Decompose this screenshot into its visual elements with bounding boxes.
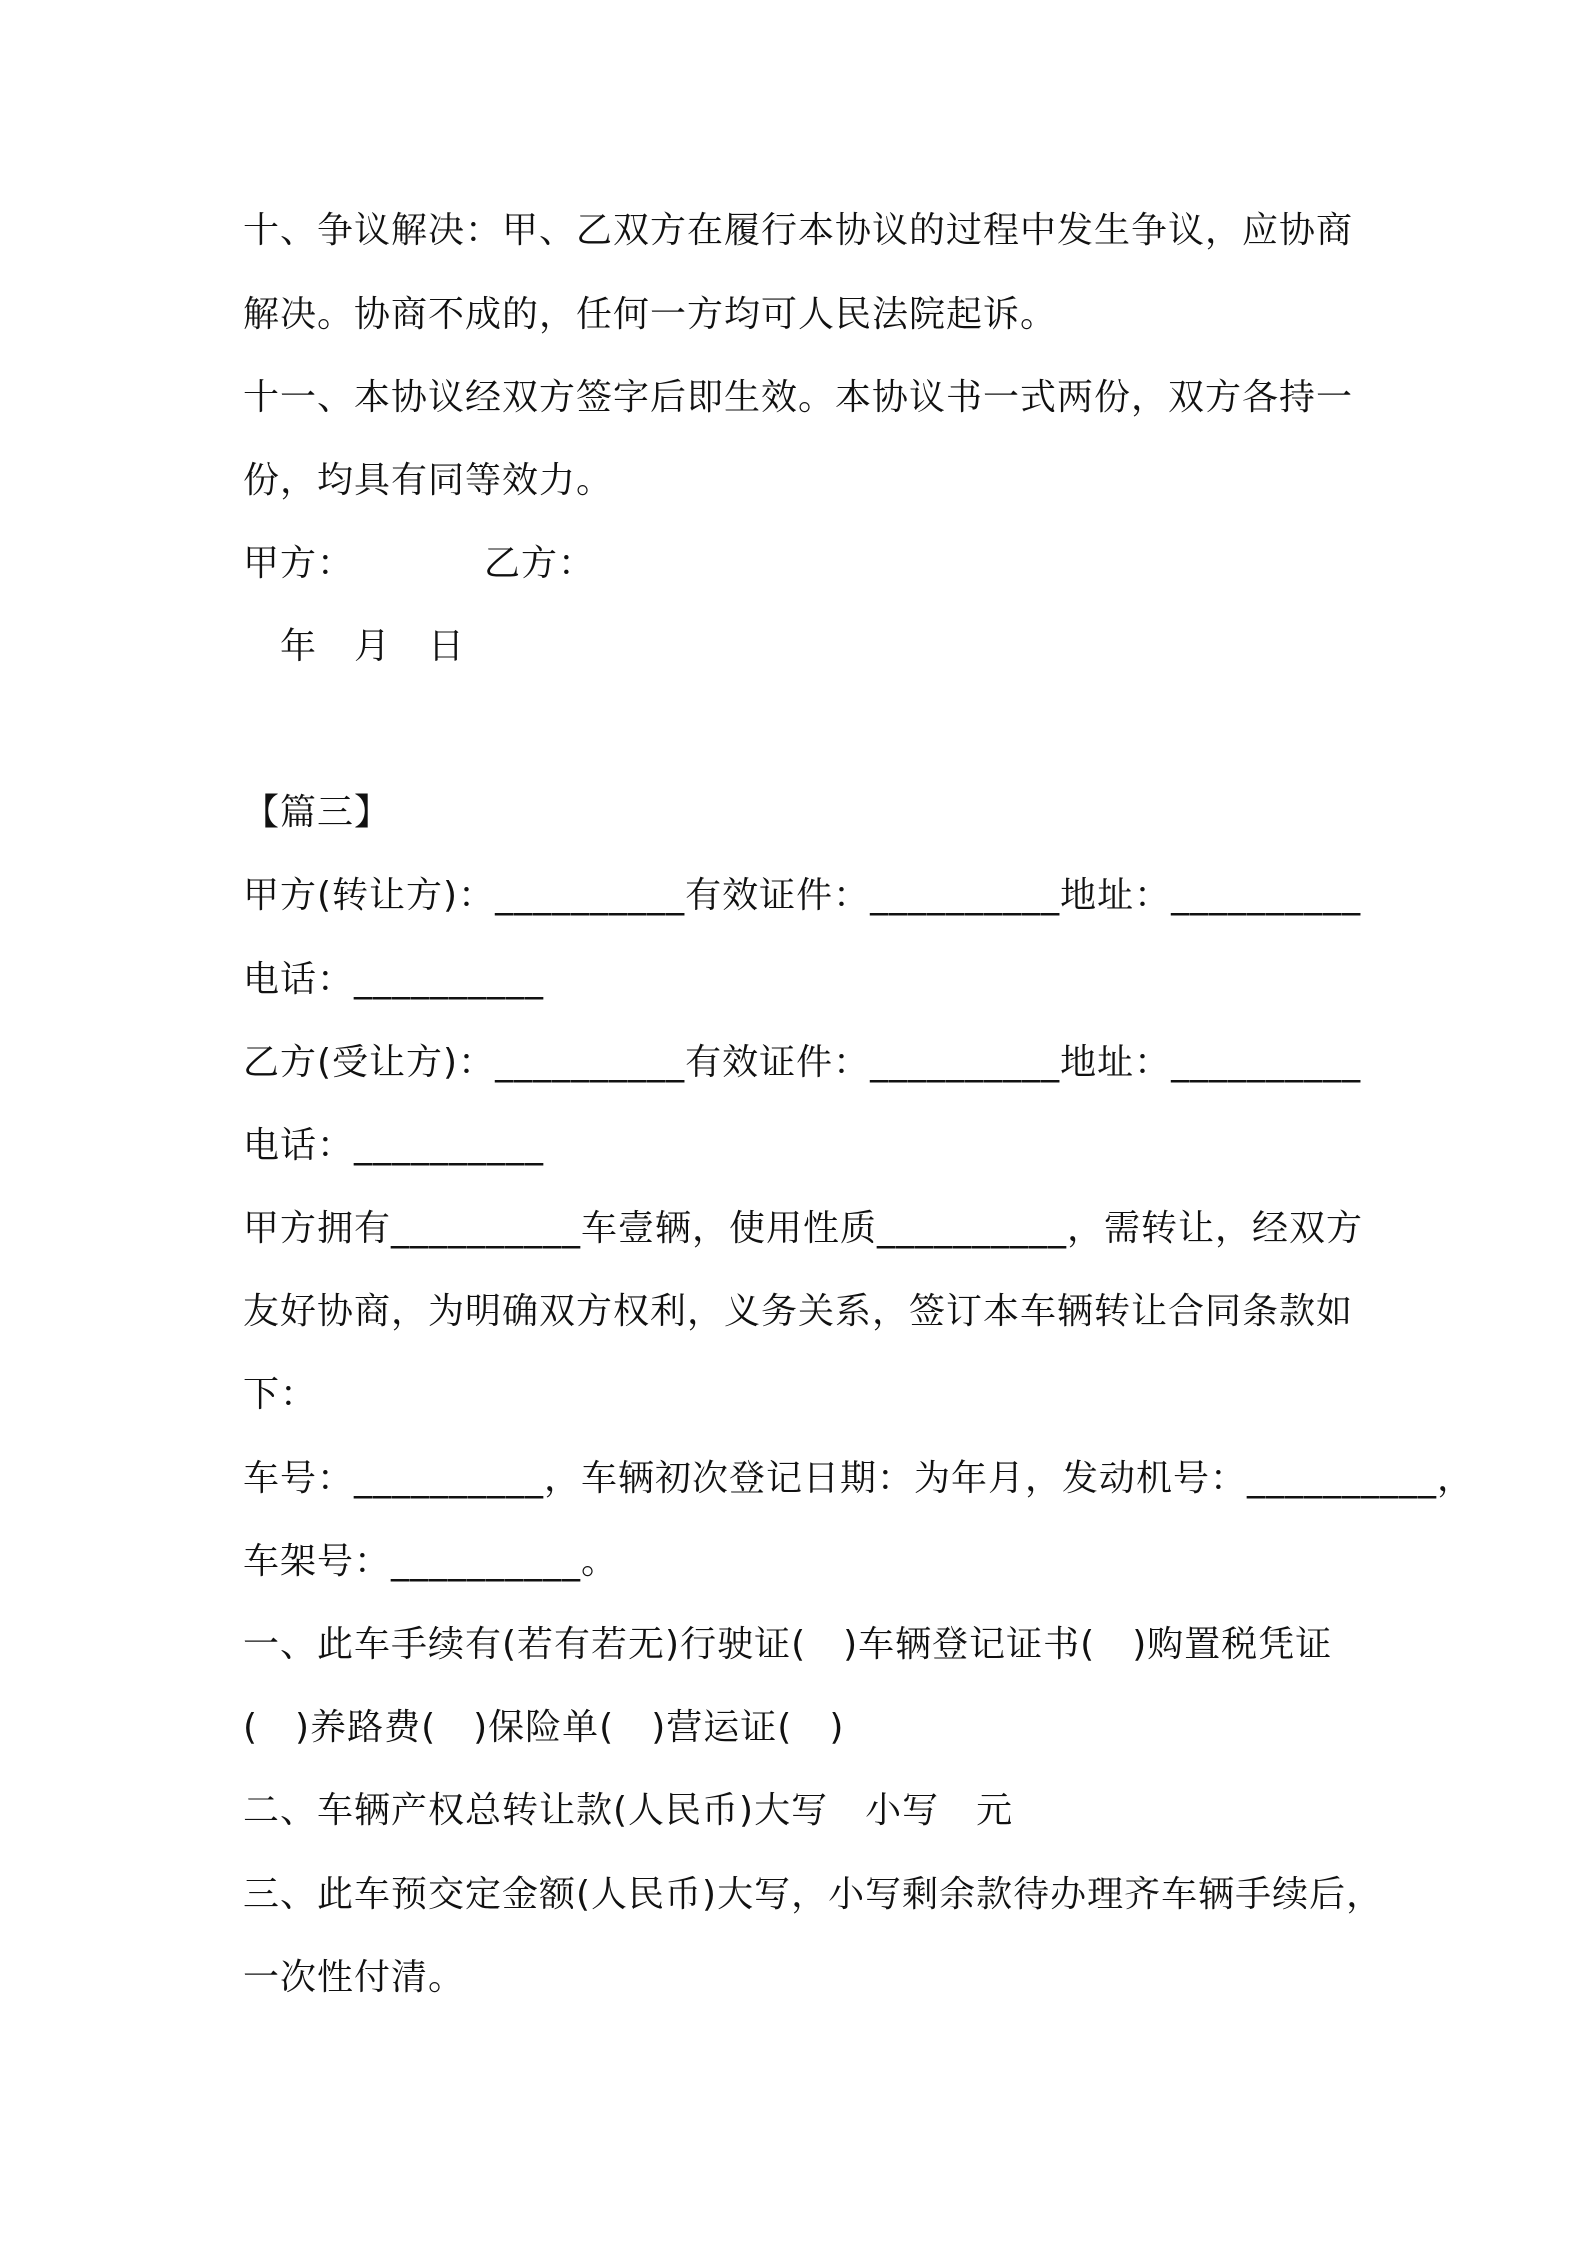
intro-line-2: 友好协商，为明确双方权利，义务关系，签订本车辆转让合同条款如 — [243, 1291, 1354, 1332]
vehicle-info-line-2: 车架号：__________。 — [243, 1541, 619, 1582]
signature-parties: 甲方： 乙方： — [243, 543, 596, 584]
section-heading: 【篇三】 — [243, 792, 392, 833]
party-b-info: 乙方(受让方)：__________有效证件：__________地址：__________ — [243, 1042, 1362, 1083]
clause-10-line-1: 十、争议解决：甲、乙双方在履行本协议的过程中发生争议，应协商 — [243, 210, 1354, 251]
signature-date: 年 月 日 — [243, 626, 466, 667]
vehicle-info-line-1: 车号：__________，车辆初次登记日期：为年月，发动机号：__________， — [243, 1458, 1475, 1499]
clause-3-line-1: 三、此车预交定金额(人民币)大写，小写剩余款待办理齐车辆手续后， — [243, 1874, 1384, 1915]
party-b-phone: 电话：__________ — [243, 1125, 545, 1166]
clause-10-line-2: 解决。协商不成的，任何一方均可人民法院起诉。 — [243, 294, 1058, 335]
clause-1-line-1: 一、此车手续有(若有若无)行驶证( )车辆登记证书( )购置税凭证 — [243, 1624, 1333, 1665]
clause-2: 二、车辆产权总转让款(人民币)大写 小写 元 — [243, 1790, 1014, 1831]
clause-11-line-2: 份，均具有同等效力。 — [243, 460, 614, 501]
party-a-phone: 电话：__________ — [243, 959, 545, 1000]
clause-3-line-2: 一次性付清。 — [243, 1957, 466, 1998]
clause-11-line-1: 十一、本协议经双方签字后即生效。本协议书一式两份，双方各持一 — [243, 377, 1354, 418]
party-a-info: 甲方(转让方)：__________有效证件：__________地址：__________ — [243, 875, 1362, 916]
clause-1-line-2: ( )养路费( )保险单( )营运证( ) — [243, 1707, 845, 1748]
intro-line-3: 下： — [243, 1374, 318, 1415]
intro-line-1: 甲方拥有__________车壹辆，使用性质__________，需转让，经双方 — [243, 1208, 1364, 1249]
